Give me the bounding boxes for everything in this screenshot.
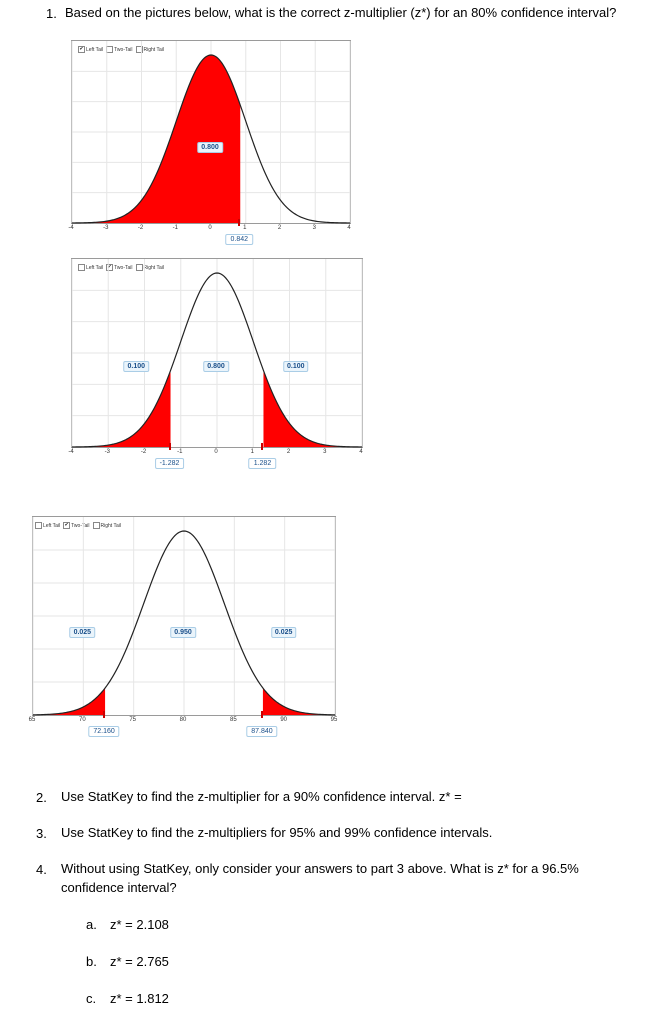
question-4-text-line2: confidence interval? [61, 880, 177, 895]
choice-c-letter: c. [86, 991, 97, 1006]
cutoff-marker[interactable] [261, 711, 263, 718]
cutoff-marker[interactable] [238, 219, 240, 226]
left-tail-label: Left Tail [86, 264, 104, 271]
distribution-svg [72, 259, 362, 447]
choice-b-letter: b. [86, 954, 97, 969]
question-4-text-line1: Without using StatKey, only consider your answers to part 3 above. What is z* for a 96.5% [61, 861, 579, 876]
question-3-number: 3. [36, 826, 47, 841]
axis-tick-label: 1 [250, 449, 254, 455]
axis-tick-label: 0 [214, 449, 218, 455]
axis-tick-label: -4 [68, 449, 74, 455]
axis-tick-label: 4 [359, 449, 363, 455]
axis-tick-label: -2 [137, 225, 144, 231]
axis-tick-label: -2 [140, 449, 147, 455]
distribution-svg [72, 41, 350, 223]
axis-tick-label: 80 [179, 717, 187, 723]
two-tail-checkbox[interactable]: ✔ [64, 522, 69, 528]
question-1-number: 1. [46, 6, 57, 21]
axis-tick-label: 65 [28, 717, 36, 723]
question-3-text: Use StatKey to find the z-multipliers for 95% and 99% confidence intervals. [61, 825, 493, 840]
axis-tick-label: 85 [229, 717, 237, 723]
choice-a-text: z* = 2.108 [110, 917, 169, 932]
two-tail-label: Two-Tail [114, 46, 133, 53]
cutoff-value-box[interactable]: -1.282 [155, 458, 185, 469]
two-tail-label: Two-Tail [114, 264, 133, 271]
left-tail-label: Left Tail [43, 522, 61, 529]
question-4-number: 4. [36, 862, 47, 877]
shaded-region [263, 371, 362, 448]
proportion-label: 0.025 [271, 627, 297, 638]
cutoff-value-box[interactable]: 0.842 [225, 234, 253, 245]
normal-plot-two-tail-80 [71, 258, 363, 448]
choice-c-text: z* = 1.812 [110, 991, 169, 1006]
axis-tick-label: 4 [347, 225, 351, 231]
normal-plot-left-tail [71, 40, 351, 224]
axis-tick-label: 3 [312, 225, 316, 231]
two-tail-label: Two-Tail [71, 522, 90, 529]
proportion-label: 0.950 [170, 627, 196, 638]
two-tail-checkbox[interactable]: ✔ [107, 264, 112, 270]
axis-tick-label: 1 [243, 225, 247, 231]
cutoff-marker[interactable] [103, 711, 105, 718]
cutoff-value-box[interactable]: 87.840 [246, 726, 277, 737]
axis-tick-label: -4 [68, 225, 74, 231]
axis-tick-label: 2 [286, 449, 291, 455]
axis-tick-label: -1 [177, 449, 183, 455]
axis-tick-label: -3 [104, 449, 110, 455]
right-tail-label: Right Tail [143, 46, 164, 53]
question-1-text: Based on the pictures below, what is the correct z-multiplier (z*) for an 80% confidence interval? [65, 5, 617, 20]
cutoff-value-box[interactable]: 1.282 [249, 458, 277, 469]
left-tail-label: Left Tail [86, 46, 104, 53]
axis-tick-label: 90 [280, 717, 287, 723]
axis-tick-label: -1 [172, 225, 178, 231]
left-tail-checkbox[interactable]: ✔ [79, 46, 84, 52]
choice-a-letter: a. [86, 917, 97, 932]
distribution-svg [33, 517, 335, 715]
axis-tick-label: -3 [103, 225, 109, 231]
shaded-region [72, 55, 240, 223]
normal-plot-two-tail-95 [32, 516, 336, 716]
shaded-region [33, 688, 105, 715]
axis-tick-label: 70 [78, 717, 86, 723]
proportion-label: 0.025 [70, 627, 96, 638]
proportion-label: 0.100 [283, 361, 309, 372]
question-2-text: Use StatKey to find the z-multiplier for a 90% confidence interval. z* = [61, 789, 462, 804]
question-2-number: 2. [36, 790, 47, 805]
axis-tick-label: 95 [330, 717, 338, 723]
cutoff-value-box[interactable]: 72.160 [88, 726, 119, 737]
right-tail-label: Right Tail [100, 522, 121, 529]
cutoff-marker[interactable] [169, 443, 171, 450]
proportion-label: 0.800 [197, 142, 223, 153]
axis-tick-label: 3 [323, 449, 327, 455]
axis-tick-label: 75 [129, 717, 136, 723]
shaded-region [263, 688, 335, 715]
axis-tick-label: 2 [277, 225, 282, 231]
proportion-label: 0.800 [203, 361, 229, 372]
right-tail-label: Right Tail [143, 264, 164, 271]
shaded-region [72, 371, 171, 448]
axis-tick-label: 0 [208, 225, 212, 231]
cutoff-marker[interactable] [261, 443, 263, 450]
proportion-label: 0.100 [123, 361, 149, 372]
choice-b-text: z* = 2.765 [110, 954, 169, 969]
